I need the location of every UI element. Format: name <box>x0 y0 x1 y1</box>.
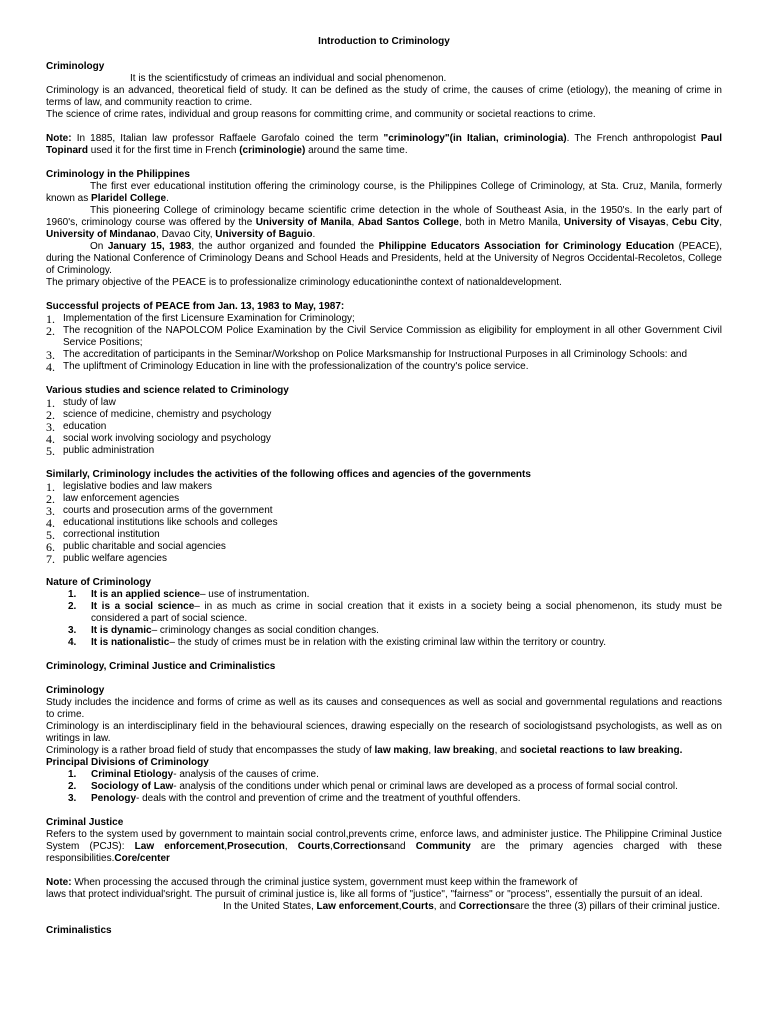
paragraph: The science of crime rates, individual and group reasons for committing crime, and community or societal reactions to crime. <box>46 109 596 120</box>
text: , <box>330 841 333 852</box>
list-item <box>46 481 722 493</box>
list-number: 4. <box>46 360 55 374</box>
list-item <box>46 541 722 553</box>
text: , <box>428 745 434 756</box>
paragraph: Study includes the incidence and forms of crime as well as its causes and consequences as well as social and governmental regulations and reactions to crime. <box>46 697 722 720</box>
text: , <box>224 841 228 852</box>
text: , Davao City, <box>156 229 216 240</box>
document-content <box>46 36 722 937</box>
bold-term: Penology <box>91 793 137 804</box>
bold-term: Courts <box>401 901 434 912</box>
list-item-text: legislative bodies and law makers <box>63 481 212 492</box>
text: and <box>388 841 416 852</box>
text: . <box>166 193 169 204</box>
list-item-text: educational institutions like schools and colleges <box>63 517 278 528</box>
list-item <box>46 409 722 421</box>
section-heading-peace-projects: Successful projects of PEACE from Jan. 13, 1983 to May, 1987: <box>46 301 345 312</box>
bold-term: University of Baguio <box>215 229 313 240</box>
section-heading-criminology-2: Criminology <box>46 685 105 696</box>
list-number: 7. <box>46 552 55 566</box>
paragraph: The primary objective of the PEACE is to professionalize criminology educationinthe context of nationaldevelopment. <box>46 277 562 288</box>
list-item <box>46 529 722 541</box>
paragraph <box>46 205 722 241</box>
paragraph: It is the scientificstudy of crimeas an individual and social phenomenon. <box>130 73 447 84</box>
list-number: 2. <box>46 324 55 338</box>
paragraph: Criminology is an advanced, theoretical field of study. It can be defined as the study of crime, the causes of crime (etiology), the meaning of crime in terms of law, and community reaction to crime. <box>46 85 722 108</box>
peace-projects-list <box>46 313 722 373</box>
list-number: 6. <box>46 540 55 554</box>
paragraph <box>46 181 722 205</box>
list-item-text: public administration <box>63 445 155 456</box>
bold-term: Paul Topinard <box>46 133 723 156</box>
list-number: 1. <box>46 396 55 410</box>
text: , and <box>494 745 520 756</box>
bold-term: Law enforcement <box>316 901 399 912</box>
text: The first ever educational institution offering the criminology course, is the Philippines College of Criminology, at Sta. Cruz, Manila, formerly known as <box>46 181 722 204</box>
list-number: 1. <box>46 312 55 326</box>
bold-term: Courts <box>297 841 331 852</box>
list-item-text: study of law <box>63 397 116 408</box>
bold-term: Core/center <box>114 853 170 864</box>
list-number: 3. <box>46 420 55 434</box>
text: Criminology is a rather broad field of study that encompasses the study of <box>46 745 375 756</box>
list-number: 4. <box>46 516 55 530</box>
bold-term: It is dynamic <box>91 625 152 636</box>
list-item <box>46 421 722 433</box>
bold-term: It is an applied science <box>91 589 200 600</box>
paragraph: Criminology is an interdisciplinary field in the behavioural sciences, drawing especially on the research of sociologistsand psychologists, as well as on writings in law. <box>46 721 722 744</box>
text: , <box>665 217 672 228</box>
list-item <box>46 781 722 793</box>
list-number: 1. <box>68 769 77 780</box>
list-item-text: – the study of crimes must be in relation with the existing criminal law within the territory or country. <box>169 637 607 648</box>
list-item <box>46 589 722 601</box>
text: . <box>312 229 316 240</box>
section-heading-criminology: Criminology <box>46 61 105 72</box>
list-item-text: social work involving sociology and psychology <box>63 433 271 444</box>
bold-term: Law enforcement <box>134 841 225 852</box>
text: This pioneering College of criminology became scientific crime detection in the whole of Southeast Asia, in the 1950's. In the early part of 1960's, criminology course was offered by the <box>46 205 722 228</box>
list-number: 3. <box>68 625 77 636</box>
bold-term: Plaridel College <box>91 193 167 204</box>
list-item <box>46 793 722 805</box>
bold-term: University of Mindanao <box>46 229 157 240</box>
list-number: 5. <box>46 528 55 542</box>
paragraph <box>46 901 722 913</box>
text: , <box>398 901 402 912</box>
bold-term: It is a social science <box>91 601 195 612</box>
list-item <box>46 637 722 649</box>
text: around the same time. <box>305 145 408 156</box>
bold-term: It is nationalistic <box>91 637 170 648</box>
list-number: 2. <box>68 601 77 612</box>
list-item <box>46 313 722 325</box>
related-studies-list <box>46 397 722 457</box>
agencies-list <box>46 481 722 565</box>
list-number: 3. <box>68 793 77 804</box>
list-number: 3. <box>46 504 55 518</box>
list-item-text: - analysis of the causes of crime. <box>173 769 319 780</box>
list-item <box>46 601 722 625</box>
paragraph <box>46 745 722 757</box>
bold-term: Abad Santos College <box>357 217 459 228</box>
text: are the three (3) pillars of their criminal justice. <box>514 901 720 912</box>
list-number: 1. <box>68 589 77 600</box>
note-paragraph <box>46 877 722 889</box>
text: (PEACE), during the National Conference of Criminology Deans and School Heads and Presidents, held at the University of Negros Occidental-Recoletos, College of Criminology. <box>46 241 723 276</box>
text: In 1885, Italian law professor Raffaele Garofalo coined the term <box>71 133 384 144</box>
list-item <box>46 505 722 517</box>
note-paragraph <box>46 133 722 157</box>
bold-term: law breaking <box>433 745 495 756</box>
list-number: 2. <box>46 492 55 506</box>
bold-term: Sociology of Law <box>91 781 174 792</box>
text: On <box>90 241 108 252</box>
list-item <box>46 625 722 637</box>
text: When processing the accused through the criminal justice system, government must keep within the framework of <box>71 877 578 888</box>
bold-term: Corrections <box>332 841 389 852</box>
bold-term: Community <box>415 841 471 852</box>
list-item <box>46 397 722 409</box>
list-item-text: education <box>63 421 107 432</box>
bold-term: Cebu City <box>671 217 720 228</box>
bold-term: law making <box>374 745 429 756</box>
list-number: 3. <box>46 348 55 362</box>
list-item-text: correctional institution <box>63 529 160 540</box>
text: Refers to the system used by government to maintain social control,prevents crime, enforce laws, and administer justice. The Philippine Criminal Justice System (PCJS): <box>46 829 722 852</box>
text: , <box>719 217 723 228</box>
list-item <box>46 553 722 565</box>
list-item <box>46 433 722 445</box>
list-item <box>46 361 722 373</box>
list-item-text: law enforcement agencies <box>63 493 180 504</box>
list-item-text: The accreditation of participants in the Seminar/Workshop on Police Marksmanship for Instructional Purposes in all Criminology Schools: and <box>63 349 688 360</box>
document-title: Introduction to Criminology <box>318 36 450 47</box>
list-item-text: Implementation of the first Licensure Examination for Criminology; <box>63 313 355 324</box>
list-item <box>46 325 722 349</box>
list-item-text: – in as much as crime in social creation that it exists in a society being a social phenomenon, its study must be considered a part of social science. <box>91 601 723 624</box>
list-item-text: - deals with the control and prevention of crime and the treatment of youthful offenders. <box>136 793 521 804</box>
bold-term: (criminologie) <box>239 145 306 156</box>
section-heading-criminalistics: Criminalistics <box>46 925 112 936</box>
list-item-text: – use of instrumentation. <box>199 589 310 600</box>
list-item <box>46 769 722 781</box>
section-heading-related-studies: Various studies and science related to Criminology <box>46 385 289 396</box>
paragraph <box>46 829 722 865</box>
list-item <box>46 349 722 361</box>
list-number: 1. <box>46 480 55 494</box>
bold-term: "criminology"(in Italian, criminologia) <box>383 133 567 144</box>
text: , and <box>433 901 459 912</box>
list-number: 5. <box>46 444 55 458</box>
list-number: 4. <box>46 432 55 446</box>
text: are the primary agencies charged with these responsibilities. <box>46 841 722 864</box>
bold-term: societal reactions to law breaking. <box>519 745 683 756</box>
text: , <box>351 217 358 228</box>
text: In the United States, <box>223 901 317 912</box>
text: , both in Metro Manila, <box>459 217 564 228</box>
list-item-text: courts and prosecution arms of the government <box>63 505 273 516</box>
nature-list <box>46 589 722 649</box>
section-heading-nature: Nature of Criminology <box>46 577 152 588</box>
list-item-text: - analysis of the conditions under which penal or criminal laws are developed as a process of formal social control. <box>173 781 678 792</box>
list-number: 2. <box>68 781 77 792</box>
section-heading-agencies: Similarly, Criminology includes the activities of the following offices and agencies of the governments <box>46 469 531 480</box>
list-item <box>46 493 722 505</box>
bold-term: University of Manila <box>255 217 352 228</box>
list-item <box>46 445 722 457</box>
principal-divisions-list <box>46 769 722 805</box>
bold-term: Criminal Etiology <box>91 769 174 780</box>
bold-term: Philippine Educators Association for Criminology Education <box>378 241 675 252</box>
list-number: 4. <box>68 637 77 648</box>
bold-term: University of Visayas <box>563 217 666 228</box>
list-number: 2. <box>46 408 55 422</box>
section-heading-philippines: Criminology in the Philippines <box>46 169 190 180</box>
paragraph <box>46 241 722 277</box>
note-label: Note: <box>46 877 72 888</box>
note-label: Note: <box>46 133 72 144</box>
section-heading-criminal-justice: Criminal Justice <box>46 817 124 828</box>
list-item-text: public charitable and social agencies <box>63 541 226 552</box>
text: , <box>284 841 298 852</box>
list-item-text: public welfare agencies <box>63 553 167 564</box>
bold-term: January 15, 1983 <box>107 241 192 252</box>
bold-term: Corrections <box>458 901 515 912</box>
text: used it for the first time in French <box>88 145 240 156</box>
list-item-text: The recognition of the NAPOLCOM Police Examination by the Civil Service Commission as eligibility for employment in all other Government Civil Service Positions; <box>63 325 722 348</box>
paragraph: laws that protect individual'sright. The pursuit of criminal justice is, like all forms of "justice", "fairness" or "process", essentially the pursuit of an ideal. <box>46 889 703 900</box>
section-heading-ccjc: Criminology, Criminal Justice and Criminalistics <box>46 661 276 672</box>
text: , the author organized and founded the <box>191 241 379 252</box>
list-item-text: – criminology changes as social condition changes. <box>151 625 379 636</box>
bold-term: Prosecution <box>227 841 285 852</box>
section-heading-principal-divisions: Principal Divisions of Criminology <box>46 757 209 768</box>
text: . The French anthropologist <box>566 133 701 144</box>
list-item-text: science of medicine, chemistry and psychology <box>63 409 272 420</box>
list-item-text: The upliftment of Criminology Education in line with the professionalization of the country's police service. <box>63 361 529 372</box>
list-item <box>46 517 722 529</box>
